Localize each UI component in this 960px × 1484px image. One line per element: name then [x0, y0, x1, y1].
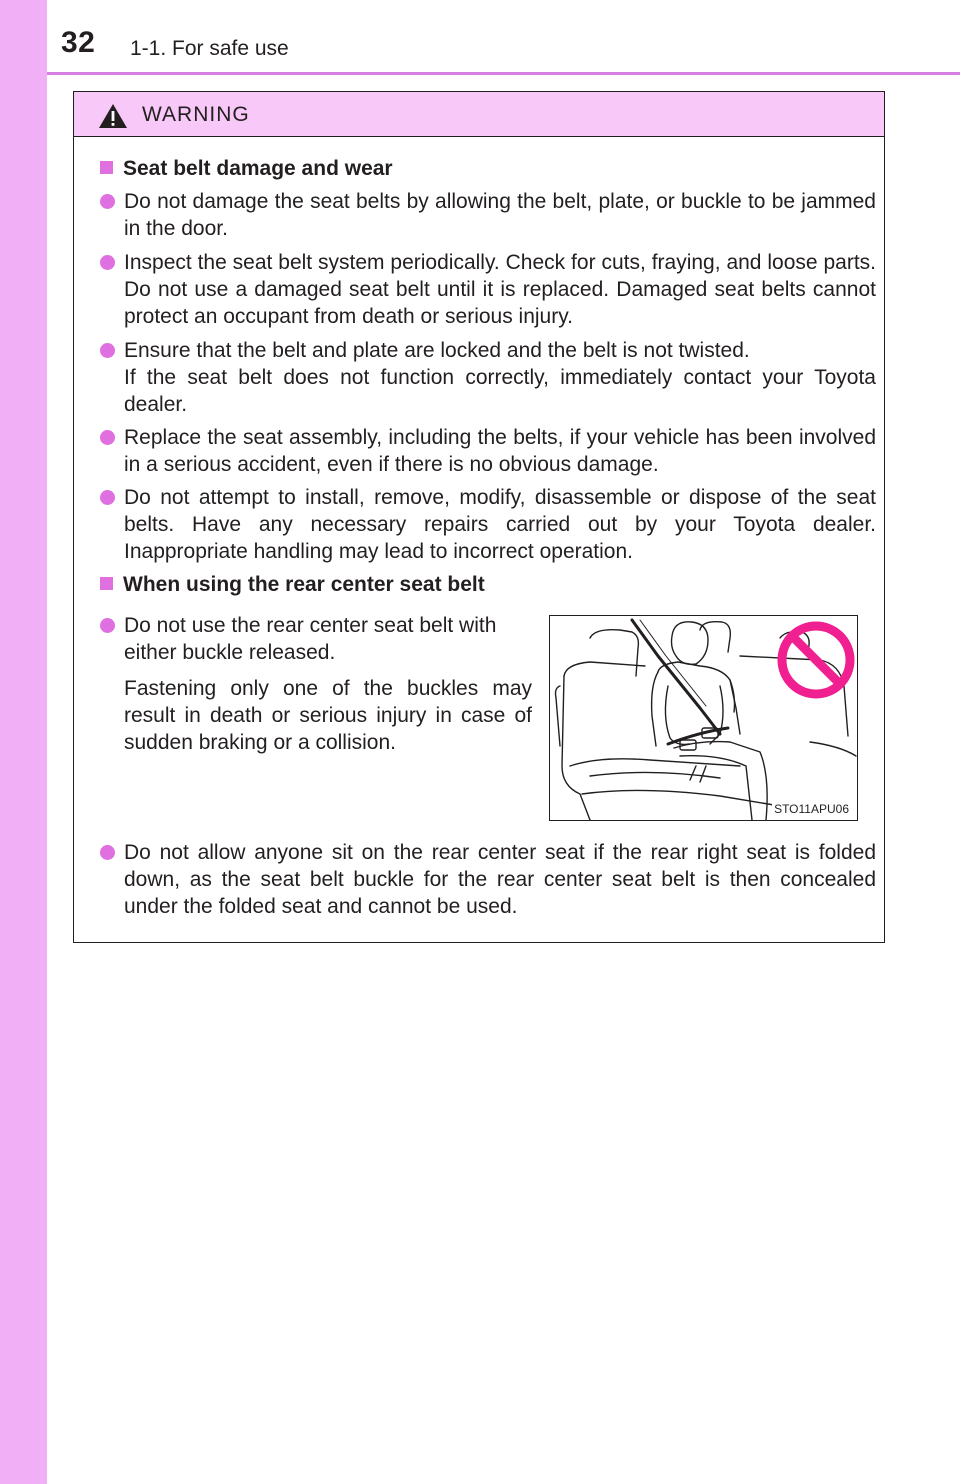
round-bullet-icon	[100, 430, 115, 445]
seatbelt-illustration	[549, 615, 858, 821]
square-bullet-icon	[100, 577, 113, 590]
round-bullet-icon	[100, 845, 115, 860]
illustration-code: STO11APU06	[774, 802, 849, 816]
item-followup: Fastening only one of the buckles may result in death or serious injury in case of sudden braking or a collision.	[124, 677, 532, 754]
section-heading-damage: Seat belt damage and wear	[100, 157, 393, 181]
round-bullet-icon	[100, 343, 115, 358]
page-header	[47, 0, 960, 72]
prohibition-icon	[782, 626, 850, 694]
page-number: 32	[61, 26, 96, 59]
list-item: Replace the seat assembly, including the belts, if your vehicle has been involved in a serious accident, even if there is no obvious damage.	[100, 424, 876, 478]
warning-box	[73, 91, 885, 943]
section-heading-rear-center: When using the rear center seat belt	[100, 573, 485, 597]
item-followup: If the seat belt does not function correctly, immediately contact your Toyota dealer.	[124, 366, 876, 416]
side-band	[0, 0, 47, 1484]
warning-header	[74, 92, 884, 137]
section-title: 1-1. For safe use	[130, 37, 289, 60]
square-bullet-icon	[100, 161, 113, 174]
list-item: Inspect the seat belt system periodically. Check for cuts, fraying, and loose parts. Do not use a damaged seat belt until it is replaced. Damaged seat belts cannot protect an occupant from death or serious injury.	[100, 249, 876, 330]
list-item	[100, 612, 532, 756]
item-text: Do not use the rear center seat belt with either buckle released.	[124, 614, 497, 664]
list-item	[100, 337, 876, 418]
round-bullet-icon	[100, 255, 115, 270]
list-item: Do not allow anyone sit on the rear center seat if the rear right seat is folded down, as the seat belt buckle for the rear center seat belt is then concealed under the folded seat and cannot be used.	[100, 839, 876, 920]
round-bullet-icon	[100, 490, 115, 505]
list-item: Do not attempt to install, remove, modify, disassemble or dispose of the seat belts. Have any necessary repairs carried out by your Toyota dealer. Inappropriate handling may lead to incorrect operation.	[100, 484, 876, 565]
header-rule	[47, 72, 960, 75]
round-bullet-icon	[100, 194, 115, 209]
list-item: Do not damage the seat belts by allowing the belt, plate, or buckle to be jammed in the door.	[100, 188, 876, 242]
round-bullet-icon	[100, 618, 115, 633]
warning-label: WARNING	[142, 103, 250, 126]
item-text: Ensure that the belt and plate are locked and the belt is not twisted.	[124, 339, 750, 362]
warning-triangle-icon	[98, 103, 128, 129]
rear-seat-passenger-illustration	[550, 616, 857, 820]
